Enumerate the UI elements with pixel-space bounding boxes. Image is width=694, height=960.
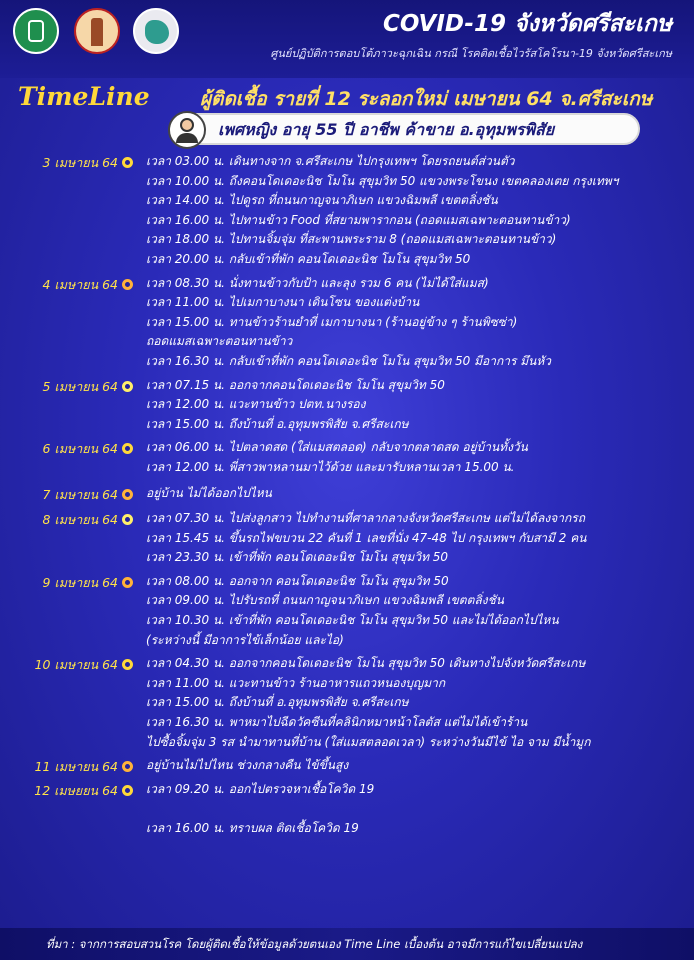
- case-heading: ผู้ติดเชื้อ รายที่ 12 ระลอกใหม่ เมษายน 64 จ.ศรีสะเกษ: [200, 88, 653, 110]
- timeline-entry: ถอดแมสเฉพาะตอนทานข้าว: [146, 334, 293, 349]
- source-footnote: ที่มา : จากการสอบสวนโรค โดยผู้ติดเชื้อให้ข้อมูลด้วยตนเอง Time Line เบื้องต้น อาจมีการแก้ไขเปลี่ยนแปลง: [46, 937, 583, 951]
- timeline-day: [0, 484, 694, 504]
- timeline-entry: เวลา 14.00 น. ไปดูรถ ที่ถนนกาญจนาภิเษก แขวงฉิมพลี เขตตลิ่งชัน: [146, 193, 498, 208]
- page-title: COVID-19 จังหวัดศรีสะเกษ: [382, 11, 672, 37]
- timeline-entry: เวลา 18.00 น. ไปทานจิ้มจุ่ม ที่สะพานพระราม 8 (ถอดแมสเฉพาะตอนทานข้าว): [146, 232, 557, 247]
- timeline-entry: เวลา 16.30 น. กลับเข้าที่พัก คอนโดเดอะนิช โมโน สุขุมวิท 50 มีอาการ มึนหัว: [146, 353, 551, 368]
- timeline-entry: เวลา 06.00 น. ไปตลาดสด (ใส่แมสตลอด) กลับจากตลาดสด อยู่บ้านทั้งวัน: [146, 440, 528, 455]
- timeline-entry: เวลา 15.00 น. ถึงบ้านที่ อ.อุทุมพรพิสัย จ.ศรีสะเกษ: [146, 416, 409, 431]
- day-date: 6 เมษายน 64: [42, 441, 118, 457]
- timeline-day: [0, 152, 694, 270]
- timeline-day: [0, 756, 694, 776]
- timeline-entry: เวลา 15.45 น. ขึ้นรถไฟขบวน 22 คันที่ 1 เลขที่นั่ง 47-48 ไป กรุงเทพฯ กับสามี 2 คน: [146, 530, 587, 545]
- patient-info-pill: [170, 113, 640, 145]
- timeline-day: [0, 438, 694, 477]
- timeline-entry: เวลา 16.00 น. ไปทานข้าว Food ที่สยามพารากอน (ถอดแมสเฉพาะตอนทานข้าว): [146, 212, 571, 227]
- timeline-entry: เวลา 07.30 น. ไปส่งลูกสาว ไปทำงานที่ศาลากลางจังหวัดศรีสะเกษ แต่ไม่ได้ลงจากรถ: [146, 511, 586, 526]
- timeline: [0, 152, 694, 839]
- timeline-entry: ไปซื้อจิ้มจุ่ม 3 รส นำมาทานที่บ้าน (ใส่แมสตลอดเวลา) ระหว่างวันมีไข้ ไอ จาม มีน้ำมูก: [146, 734, 591, 749]
- header-bar: [0, 0, 694, 78]
- timeline-dot-icon: [122, 489, 133, 500]
- timeline-label: TimeLine: [18, 82, 150, 111]
- timeline-entry: เวลา 16.00 น. ทราบผล ติดเชื้อโควิด 19: [146, 821, 359, 835]
- day-date: 4 เมษายน 64: [42, 276, 118, 292]
- day-date: 12 เมษยยน 64: [34, 782, 118, 798]
- timeline-entry: เวลา 12.00 น. พี่สาวพาหลานมาไว้ด้วย และมารับหลานเวลา 15.00 น.: [146, 459, 515, 474]
- timeline-entry: เวลา 15.00 น. ถึงบ้านที่ อ.อุทุมพรพิสัย จ.ศรีสะเกษ: [146, 695, 409, 710]
- timeline-day: [0, 509, 694, 568]
- timeline-entry: เวลา 11.00 น. แวะทานข้าว ร้านอาหารแถวหนองบุญมาก: [146, 675, 446, 690]
- timeline-dot-icon: [122, 443, 133, 454]
- timeline-dot-icon: [122, 381, 133, 392]
- timeline-entry: เวลา 20.00 น. กลับเข้าที่พัก คอนโดเดอะนิช โมโน สุขุมวิท 50: [146, 251, 471, 266]
- timeline-entry: [146, 799, 694, 819]
- timeline-entry: อยู่บ้านไม่ไปไหน ช่วงกลางคืน ไข้ขึ้นสูง: [146, 758, 349, 773]
- timeline-entry: อยู่บ้าน ไม่ได้ออกไปไหน: [146, 485, 272, 500]
- timeline-entry: เวลา 16.30 น. พาหมาไปฉีดวัคซีนที่คลินิกหมาหน้าโลตัส แต่ไม่ได้เข้าร้าน: [146, 715, 528, 730]
- timeline-dot-icon: [122, 659, 133, 670]
- timeline-dot-icon: [122, 761, 133, 772]
- timeline-entry: (ระหว่างนี้ มีอาการไข้เล็กน้อย และไอ): [146, 632, 344, 647]
- timeline-entry: เวลา 11.00 น. ไปเมกาบางนา เดินโซน ของแต่งบ้าน: [146, 295, 420, 310]
- timeline-dot-icon: [122, 279, 133, 290]
- timeline-entry: เวลา 12.00 น. แวะทานข้าว ปตท.นางรอง: [146, 397, 366, 412]
- timeline-entry: เวลา 04.30 น. ออกจากคอนโดเดอะนิช โมโน สุขุมวิท 50 เดินทางไปจังหวัดศรีสะเกษ: [146, 656, 586, 671]
- day-date: 7 เมษายน 64: [42, 486, 118, 502]
- timeline-entry: เวลา 10.30 น. เข้าที่พัก คอนโดเดอะนิช โมโน สุขุมวิท 50 และไม่ได้ออกไปไหน: [146, 613, 559, 628]
- page-subtitle: ศูนย์ปฏิบัติการตอบโต้ภาวะฉุกเฉิน กรณี โรคติดเชื้อไวรัสโคโรนา-19 จังหวัดศรีสะเกษ: [270, 47, 672, 60]
- timeline-entry: เวลา 07.15 น. ออกจากคอนโดเดอะนิช โมโน สุขุมวิท 50: [146, 377, 445, 392]
- timeline-entry: เวลา 23.30 น. เข้าที่พัก คอนโดเดอะนิช โมโน สุขุมวิท 50: [146, 550, 449, 565]
- day-date: 9 เมษายน 64: [42, 574, 118, 590]
- timeline-entry: เวลา 09.00 น. ไปรับรถที่ ถนนกาญจนาภิเษก แขวงฉิมพลี เขตตลิ่งชัน: [146, 593, 504, 608]
- day-date: 8 เมษายน 64: [42, 512, 118, 528]
- timeline-entry: เวลา 15.00 น. ทานข้าวร้านยำที่ เมกาบางนา (ร้านอยู่ข้าง ๆ ร้านพิซซ่า): [146, 314, 518, 329]
- timeline-dot-icon: [122, 514, 133, 525]
- patient-info: เพศหญิง อายุ 55 ปี อาชีพ ค้าขาย อ.อุทุมพรพิสัย: [218, 120, 555, 139]
- timeline-day: [0, 376, 694, 435]
- timeline-day: [0, 780, 694, 839]
- timeline-dot-icon: [122, 157, 133, 168]
- day-date: 3 เมษายน 64: [42, 155, 118, 170]
- timeline-dot-icon: [122, 577, 133, 588]
- timeline-day: [0, 572, 694, 650]
- timeline-entry: เวลา 08.30 น. นั่งทานข้าวกับป้า และลุง รวม 6 คน (ไม่ได้ใส่แมส): [146, 275, 489, 290]
- timeline-day: [0, 654, 694, 752]
- day-date: 5 เมษายน 64: [42, 378, 118, 394]
- female-avatar-icon: [168, 111, 206, 149]
- timeline-day: [0, 274, 694, 372]
- health-ministry-logo: [13, 8, 59, 54]
- timeline-entry: เวลา 03.00 น. เดินทางจาก จ.ศรีสะเกษ ไปกรุงเทพฯ โดยรถยนต์ส่วนตัว: [146, 154, 515, 168]
- timeline-entry: เวลา 09.20 น. ออกไปตรวจหาเชื้อโควิด 19: [146, 781, 375, 796]
- timeline-entry: เวลา 08.00 น. ออกจาก คอนโดเดอะนิช โมโน สุขุมวิท 50: [146, 573, 449, 588]
- provincial-seal-logo: [74, 8, 120, 54]
- day-date: 11 เมษายน 64: [34, 759, 118, 775]
- timeline-entry: เวลา 10.00 น. ถึงคอนโดเดอะนิช โมโน สุขุมวิท 50 แขวงพระโขนง เขตคลองเตย กรุงเทพฯ: [146, 173, 619, 188]
- timeline-dot-icon: [122, 785, 133, 796]
- day-date: 10 เมษายน 64: [34, 657, 118, 673]
- provincial-office-logo: [133, 8, 179, 54]
